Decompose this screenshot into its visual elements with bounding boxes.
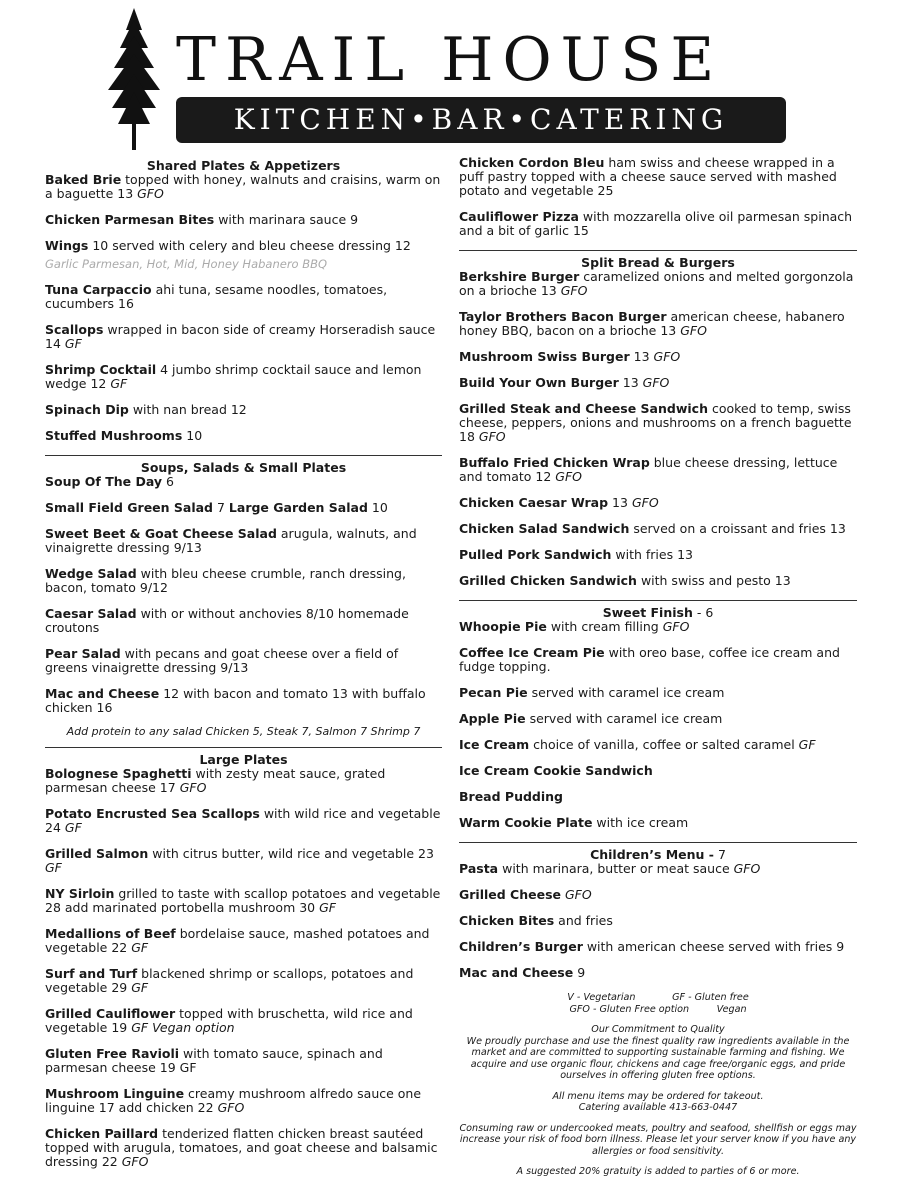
item-name: Medallions of Beef	[45, 926, 176, 941]
item-name: Wedge Salad	[45, 566, 137, 581]
item-description: 4 jumbo shrimp cocktail sauce and lemon wedge 12	[45, 362, 422, 391]
item-name: Scallops	[45, 322, 104, 337]
item-description: 10 served with celery and bleu cheese dressing 12	[88, 238, 411, 253]
item-description: arugula, walnuts, and vinaigrette dressing 9/13	[45, 526, 417, 555]
item-dietary-tag: GFO	[121, 1154, 149, 1169]
section-price: 7	[714, 847, 726, 862]
item-description: 7	[213, 500, 229, 515]
item-description: with nan bread 12	[128, 402, 247, 417]
item-name: Grilled Cauliflower	[45, 1006, 176, 1021]
item-description: with american cheese served with fries 9	[582, 939, 845, 954]
menu-item-chicken-salad-sandwich	[459, 522, 857, 536]
item-name: Stuffed Mushrooms	[45, 428, 183, 443]
item-name: Buffalo Fried Chicken Wrap	[459, 455, 650, 470]
menu-item-taylor-brothers-bacon-burger	[459, 310, 857, 338]
item-dietary-tag: GFO	[733, 861, 761, 876]
item-name: Sweet Beet & Goat Cheese Salad	[45, 526, 277, 541]
item-description: 13	[618, 375, 643, 390]
menu-item-soup-of-the-day	[45, 475, 442, 489]
right-column	[459, 156, 857, 1187]
menu-section-split-bread-burgers	[459, 255, 857, 601]
menu-item-mac-and-cheese	[45, 687, 442, 715]
item-name: Children’s Burger	[459, 939, 583, 954]
menu-item-stuffed-mushrooms	[45, 429, 442, 443]
item-dietary-tag: GFO	[680, 323, 707, 338]
menu-item-pear-salad	[45, 647, 442, 675]
item-description: ahi tuna, sesame noodles, tomatoes, cucumbers 16	[45, 282, 388, 311]
item-description: with fries 13	[611, 547, 693, 562]
section-heading-text: Soups, Salads & Small Plates	[140, 460, 347, 475]
menu-item-coffee-ice-cream-pie	[459, 646, 857, 674]
legend-vegetarian: V - Vegetarian	[567, 992, 636, 1003]
menu-footer	[459, 992, 857, 1178]
section-heading-text: Shared Plates & Appetizers	[146, 158, 341, 173]
item-description: with swiss and pesto 13	[636, 573, 791, 588]
item-description: with zesty meat sauce, grated parmesan cheese 17	[45, 766, 386, 795]
menu-item-caesar-salad	[45, 607, 442, 635]
menu-item-build-your-own-burger	[459, 376, 857, 390]
pine-tree-logo-icon	[104, 8, 164, 150]
item-dietary-tag: GF Vegan option	[131, 1020, 235, 1035]
item-name: Chicken Caesar Wrap	[459, 495, 609, 510]
item-dietary-tag: GF	[110, 376, 128, 391]
menu-item-ice-cream	[459, 738, 857, 752]
item-description: wrapped in bacon side of creamy Horseradish sauce 14	[45, 322, 436, 351]
menu-item-warm-cookie-plate	[459, 816, 857, 830]
protein-addon-note: Add protein to any salad Chicken 5, Steak 7, Salmon 7 Shrimp 7	[66, 725, 421, 738]
item-dietary-tag: GFO	[642, 375, 670, 390]
menu-item-pulled-pork-sandwich	[459, 548, 857, 562]
menu-item-pasta	[459, 862, 857, 876]
menu-section	[459, 156, 857, 251]
menu-item-bolognese-spaghetti	[45, 767, 442, 795]
item-name: Baked Brie	[45, 172, 122, 187]
menu-item-grilled-cheese	[459, 888, 857, 902]
item-description: with marinara, butter or meat sauce	[498, 861, 734, 876]
item-description: with mozzarella olive oil parmesan spinach and a bit of garlic 15	[459, 209, 853, 238]
section-heading-text: Sweet Finish	[602, 605, 693, 620]
item-description: american cheese, habanero honey BBQ, bacon on a brioche 13	[459, 309, 845, 338]
menu-header	[0, 0, 900, 150]
item-flavor-note: Garlic Parmesan, Hot, Mid, Honey Habanero BBQ	[45, 257, 328, 271]
item-dietary-tag: GF	[131, 980, 149, 995]
menu-item-ice-cream-cookie-sandwich	[459, 764, 857, 778]
food-safety-warning: Consuming raw or undercooked meats, poultry and seafood, shellfish or eggs may increase your risk of food born illness. Please let your server know if you have any allergies or food sensitivity.	[459, 1122, 857, 1157]
item-name: Chicken Parmesan Bites	[45, 212, 215, 227]
menu-item-bread-pudding	[459, 790, 857, 804]
item-name: Chicken Bites	[459, 913, 555, 928]
item-name: Mushroom Swiss Burger	[459, 349, 630, 364]
item-description: 9	[573, 965, 586, 980]
item-name: Pecan Pie	[459, 685, 528, 700]
item-description: 13	[608, 495, 632, 510]
item-description: with pecans and goat cheese over a field of greens vinaigrette dressing 9/13	[45, 646, 399, 675]
item-description: with bleu cheese crumble, ranch dressing, bacon, tomato 9/12	[45, 566, 406, 595]
item-description: served with caramel ice cream	[527, 685, 725, 700]
menu-item-apple-pie	[459, 712, 857, 726]
section-heading-text: Children’s Menu -	[590, 847, 714, 862]
quality-commitment	[459, 1024, 857, 1082]
item-name: Grilled Chicken Sandwich	[459, 573, 637, 588]
section-heading	[459, 605, 857, 620]
item-description: 12 with bacon and tomato 13 with buffalo chicken 16	[45, 686, 426, 715]
item-name: Caesar Salad	[45, 606, 137, 621]
item-name: Ice Cream Cookie Sandwich	[459, 763, 653, 778]
item-name: Bread Pudding	[459, 789, 563, 804]
item-name: Cauliflower Pizza	[459, 209, 579, 224]
item-name: Gluten Free Ravioli	[45, 1046, 180, 1061]
item-dietary-tag: GFO	[631, 495, 659, 510]
catering-text: Catering available 413-663-0447	[578, 1102, 738, 1113]
menu-item-baked-brie	[45, 173, 442, 201]
item-description: 10	[182, 428, 203, 443]
menu-item-chicken-cordon-bleu	[459, 156, 857, 198]
section-price: - 6	[692, 605, 714, 620]
item-description: tenderized flatten chicken breast sautéed topped with arugula, tomatoes, and goat cheese and balsamic dressing 22	[45, 1126, 438, 1169]
item-name: NY Sirloin	[45, 886, 115, 901]
menu-item-scallops	[45, 323, 442, 351]
item-name: Large Garden Salad	[228, 500, 368, 515]
item-description: ham swiss and cheese wrapped in a puff pastry topped with a cheese sauce served with mashed potato and vegetable 25	[459, 155, 837, 198]
section-heading	[45, 752, 442, 767]
item-description: with oreo base, coffee ice cream and fudge topping.	[459, 645, 840, 674]
commitment-text: We proudly purchase and use the finest quality raw ingredients available in the market and are committed to supporting sustainable farming and fishing. We acquire and use organic flour, chickens and cage free/organic eggs, and pride ourselves in offering gluten free options.	[466, 1035, 850, 1081]
dietary-legend	[459, 992, 857, 1015]
takeout-text: All menu items may be ordered for takeout.	[552, 1090, 764, 1102]
section-heading-text: Large Plates	[199, 752, 288, 767]
item-description: cooked to temp, swiss cheese, peppers, onions and mushrooms on a french baguette 18	[459, 401, 852, 444]
restaurant-title: TRAIL HOUSE	[176, 25, 724, 95]
item-dietary-tag: GF	[131, 940, 149, 955]
section-heading-text: Split Bread & Burgers	[581, 255, 735, 270]
item-name: Apple Pie	[459, 711, 526, 726]
item-description: choice of vanilla, coffee or salted caramel	[529, 737, 799, 752]
item-name: Bolognese Spaghetti	[45, 766, 192, 781]
menu-item-chicken-caesar-wrap	[459, 496, 857, 510]
menu-item-cauliflower-pizza	[459, 210, 857, 238]
item-dietary-tag: GFO	[565, 887, 592, 902]
restaurant-subtitle: KITCHEN•BAR•CATERING	[233, 103, 729, 136]
item-description: blackened shrimp or scallops, potatoes and vegetable 29	[45, 966, 414, 995]
item-dietary-tag: GFO	[555, 469, 582, 484]
item-name: Soup Of The Day	[45, 474, 163, 489]
item-name: Tuna Carpaccio	[45, 282, 152, 297]
item-description: bordelaise sauce, mashed potatoes and vegetable 22	[45, 926, 430, 955]
item-description: with wild rice and vegetable 24	[45, 806, 441, 835]
item-description: topped with honey, walnuts and craisins, warm on a baguette 13	[45, 172, 441, 201]
item-name: Wings	[45, 238, 89, 253]
item-name: Shrimp Cocktail	[45, 362, 157, 377]
item-description: with or without anchovies 8/10 homemade croutons	[45, 606, 409, 635]
menu-item-potato-encrusted-sea-scallops	[45, 807, 442, 835]
item-description: with ice cream	[592, 815, 689, 830]
section-heading	[45, 158, 442, 173]
menu-item-mac-and-cheese	[459, 966, 857, 980]
legend-gluten-free-option: GFO - Gluten Free option	[569, 1003, 690, 1015]
menu-item-shrimp-cocktail	[45, 363, 442, 391]
item-name: Mac and Cheese	[459, 965, 574, 980]
item-name: Chicken Cordon Bleu	[459, 155, 605, 170]
item-description: with marinara sauce 9	[214, 212, 359, 227]
menu-item-wedge-salad	[45, 567, 442, 595]
subtitle-bar	[176, 97, 786, 143]
section-heading	[459, 255, 857, 270]
item-name: Chicken Paillard	[45, 1126, 159, 1141]
item-description: creamy mushroom alfredo sauce one linguine 17 add chicken 22	[45, 1086, 422, 1115]
item-description: topped with bruschetta, wild rice and vegetable 19	[45, 1006, 413, 1035]
item-dietary-tag: GFO	[662, 619, 690, 634]
item-description: blue cheese dressing, lettuce and tomato 12	[459, 455, 838, 484]
left-column	[45, 156, 442, 1181]
item-name: Mac and Cheese	[45, 686, 160, 701]
menu-item-small-field-green-salad	[45, 501, 442, 515]
item-dietary-tag: GFO	[560, 283, 588, 298]
menu-item-grilled-salmon	[45, 847, 442, 875]
item-description: and fries	[554, 913, 613, 928]
item-name: Chicken Salad Sandwich	[459, 521, 630, 536]
menu-item-grilled-steak-and-cheese-sandwich	[459, 402, 857, 444]
menu-item-children-s-burger	[459, 940, 857, 954]
item-name: Mushroom Linguine	[45, 1086, 185, 1101]
item-name: Potato Encrusted Sea Scallops	[45, 806, 260, 821]
menu-item-chicken-paillard	[45, 1127, 442, 1169]
item-dietary-tag: GFO	[478, 429, 506, 444]
item-name: Warm Cookie Plate	[459, 815, 593, 830]
legend-vegan: Vegan	[716, 1003, 747, 1015]
item-dietary-tag: GF	[45, 860, 62, 875]
menu-item-berkshire-burger	[459, 270, 857, 298]
menu-item-chicken-bites	[459, 914, 857, 928]
item-dietary-tag: GF	[64, 336, 82, 351]
menu-item-pecan-pie	[459, 686, 857, 700]
menu-item-chicken-parmesan-bites	[45, 213, 442, 227]
menu-item-gluten-free-ravioli	[45, 1047, 442, 1075]
legend-gluten-free: GF - Gluten free	[672, 992, 749, 1003]
commitment-title: Our Commitment to Quality	[591, 1024, 725, 1035]
menu-item-whoopie-pie	[459, 620, 857, 634]
item-description: with tomato sauce, spinach and parmesan cheese 19 GF	[45, 1046, 383, 1075]
menu-section-shared-plates-appetizers	[45, 158, 442, 456]
menu-item-surf-and-turf	[45, 967, 442, 995]
item-dietary-tag: GFO	[137, 186, 164, 201]
item-name: Pulled Pork Sandwich	[459, 547, 612, 562]
menu-item-mushroom-linguine	[45, 1087, 442, 1115]
item-name: Taylor Brothers Bacon Burger	[459, 309, 667, 324]
item-dietary-tag: GF	[319, 900, 336, 915]
menu-item-sweet-beet-goat-cheese-salad	[45, 527, 442, 555]
item-dietary-tag: GFO	[653, 349, 681, 364]
item-name: Surf and Turf	[45, 966, 138, 981]
item-name: Whoopie Pie	[459, 619, 547, 634]
item-name: Grilled Cheese	[459, 887, 562, 902]
item-description: caramelized onions and melted gorgonzola on a brioche 13	[459, 269, 854, 298]
item-name: Spinach Dip	[45, 402, 129, 417]
item-description: grilled to taste with scallop potatoes and vegetable 28 add marinated portobella mushroom 30	[45, 886, 441, 915]
item-description: with cream filling	[546, 619, 663, 634]
item-description: 10	[367, 500, 388, 515]
menu-section-soups-salads-small-plates	[45, 460, 442, 748]
item-name: Berkshire Burger	[459, 269, 580, 284]
item-name: Small Field Green Salad	[45, 500, 214, 515]
menu-section-large-plates	[45, 752, 442, 1169]
item-description: served with caramel ice cream	[525, 711, 723, 726]
menu-item-spinach-dip	[45, 403, 442, 417]
menu-item-grilled-chicken-sandwich	[459, 574, 857, 588]
section-heading	[45, 460, 442, 475]
menu-item-medallions-of-beef	[45, 927, 442, 955]
menu-item-buffalo-fried-chicken-wrap	[459, 456, 857, 484]
item-dietary-tag: GFO	[217, 1100, 245, 1115]
item-description: with citrus butter, wild rice and vegetable 23	[148, 846, 434, 861]
item-dietary-tag: GF	[798, 737, 816, 752]
item-name: Grilled Steak and Cheese Sandwich	[459, 401, 708, 416]
item-name: Ice Cream	[459, 737, 530, 752]
item-description: 6	[162, 474, 174, 489]
item-description: 13	[629, 349, 654, 364]
item-dietary-tag: GFO	[179, 780, 207, 795]
item-name: Coffee Ice Cream Pie	[459, 645, 605, 660]
menu-section-children-s-menu	[459, 847, 857, 980]
menu-item-ny-sirloin	[45, 887, 442, 915]
item-name: Pasta	[459, 861, 499, 876]
menu-item-mushroom-swiss-burger	[459, 350, 857, 364]
menu-item-wings	[45, 239, 442, 253]
item-name: Grilled Salmon	[45, 846, 149, 861]
menu-item-tuna-carpaccio	[45, 283, 442, 311]
gratuity-note: A suggested 20% gratuity is added to parties of 6 or more.	[516, 1166, 800, 1177]
item-name: Pear Salad	[45, 646, 121, 661]
item-dietary-tag: GF	[64, 820, 82, 835]
item-description: served on a croissant and fries 13	[629, 521, 846, 536]
menu-section-sweet-finish	[459, 605, 857, 843]
section-heading	[459, 847, 857, 862]
menu-item-grilled-cauliflower	[45, 1007, 442, 1035]
item-name: Build Your Own Burger	[459, 375, 619, 390]
takeout-catering-info	[459, 1091, 857, 1114]
